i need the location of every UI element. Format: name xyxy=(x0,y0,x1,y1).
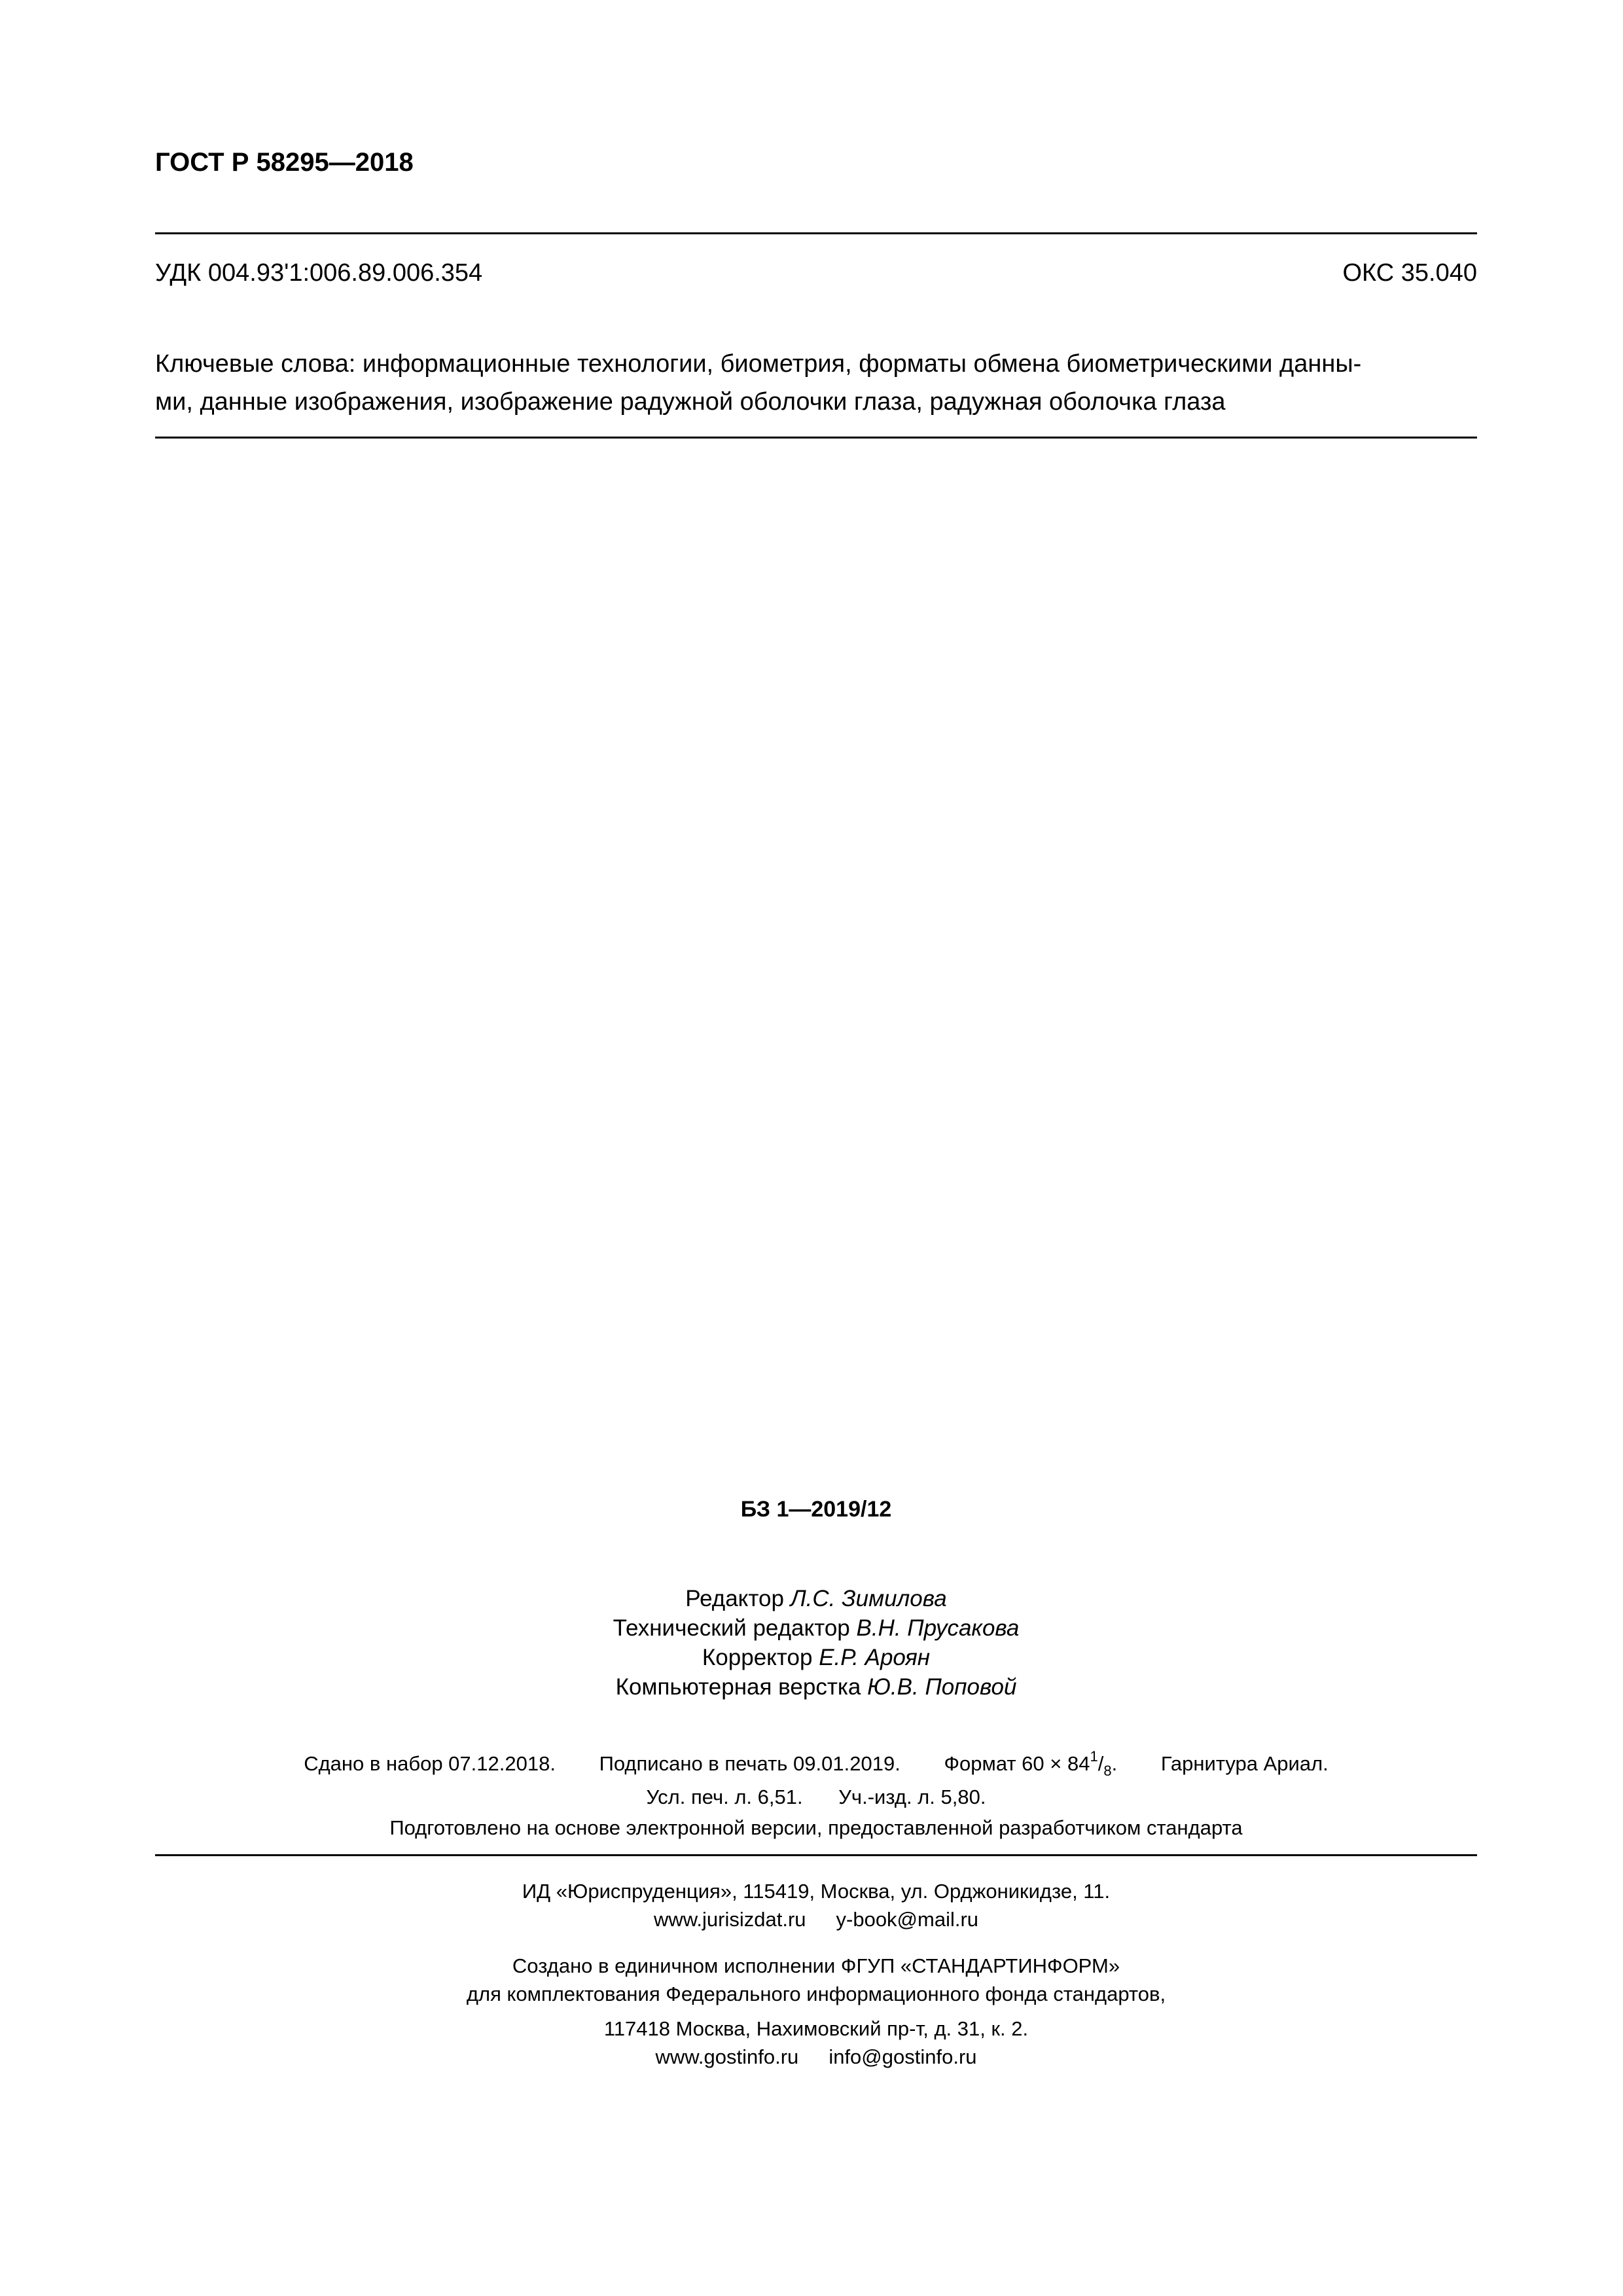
publisher-contacts xyxy=(155,1905,1477,1933)
publisher-email-link[interactable]: y-book@mail.ru xyxy=(836,1908,979,1931)
udk-code: УДК 004.93'1:006.89.006.354 xyxy=(155,259,483,287)
paper-format: Формат $60 \times 84^1/_8$. xyxy=(944,1748,1118,1779)
document-code: ГОСТ Р 58295—2018 xyxy=(155,148,414,177)
publisher-divider xyxy=(155,1854,1477,1856)
credit-proofreader: Корректор Е.Р. Ароян xyxy=(702,1645,931,1670)
printed-sheets: Усл. печ. л. 6,51. xyxy=(646,1785,803,1808)
publisher-address: ИД «Юриспруденция», 115419, Москва, ул. Орджоникидзе, 11. xyxy=(522,1880,1111,1903)
publisher-site-link[interactable]: www.jurisizdat.ru xyxy=(653,1908,806,1931)
edition-sheets: Уч.-изд. л. 5,80. xyxy=(838,1785,986,1808)
bz-number: БЗ 1—2019/12 xyxy=(740,1497,892,1522)
created-line-2: для комплектования Федерального информационного фонда стандартов, xyxy=(466,1982,1166,2005)
gostinfo-email-link[interactable]: info@gostinfo.ru xyxy=(829,2045,977,2068)
print-details xyxy=(155,1744,1477,1810)
credit-layout: Компьютерная верстка Ю.В. Поповой xyxy=(615,1674,1017,1700)
signed-date: Подписано в печать 09.01.2019. xyxy=(599,1752,901,1775)
keywords-divider xyxy=(155,437,1477,439)
standartinform-address: 117418 Москва, Нахимовский пр-т, д. 31, к. 2. xyxy=(603,2017,1029,2040)
prepared-note: Подготовлено на основе электронной версии, предоставленной разработчиком стандарта xyxy=(389,1816,1243,1839)
credits-block xyxy=(155,1584,1477,1702)
keywords-block xyxy=(155,345,1477,421)
standartinform-contacts xyxy=(155,2043,1477,2071)
oks-code: ОКС 35.040 xyxy=(1342,259,1477,287)
publisher-block xyxy=(155,1877,1477,2071)
credit-editor: Редактор Л.С. Зимилова xyxy=(685,1586,947,1611)
submitted-date: Сдано в набор 07.12.2018. xyxy=(304,1752,556,1775)
top-divider xyxy=(155,232,1477,234)
print-details-line-2 xyxy=(155,1784,1477,1810)
keywords-line-2: ми, данные изображения, изображение радужной оболочки глаза, радужная оболочка глаза xyxy=(155,388,1226,416)
gostinfo-site-link[interactable]: www.gostinfo.ru xyxy=(655,2045,799,2068)
created-line-1: Создано в единичном исполнении ФГУП «СТАНДАРТИНФОРМ» xyxy=(512,1954,1120,1977)
keywords-line-1: Ключевые слова: информационные технологии, биометрия, форматы обмена биометрическими данны- xyxy=(155,350,1362,378)
typeface: Гарнитура Ариал. xyxy=(1160,1752,1329,1775)
credit-tech-editor: Технический редактор В.Н. Прусакова xyxy=(613,1615,1020,1641)
print-details-line-1 xyxy=(155,1744,1477,1784)
